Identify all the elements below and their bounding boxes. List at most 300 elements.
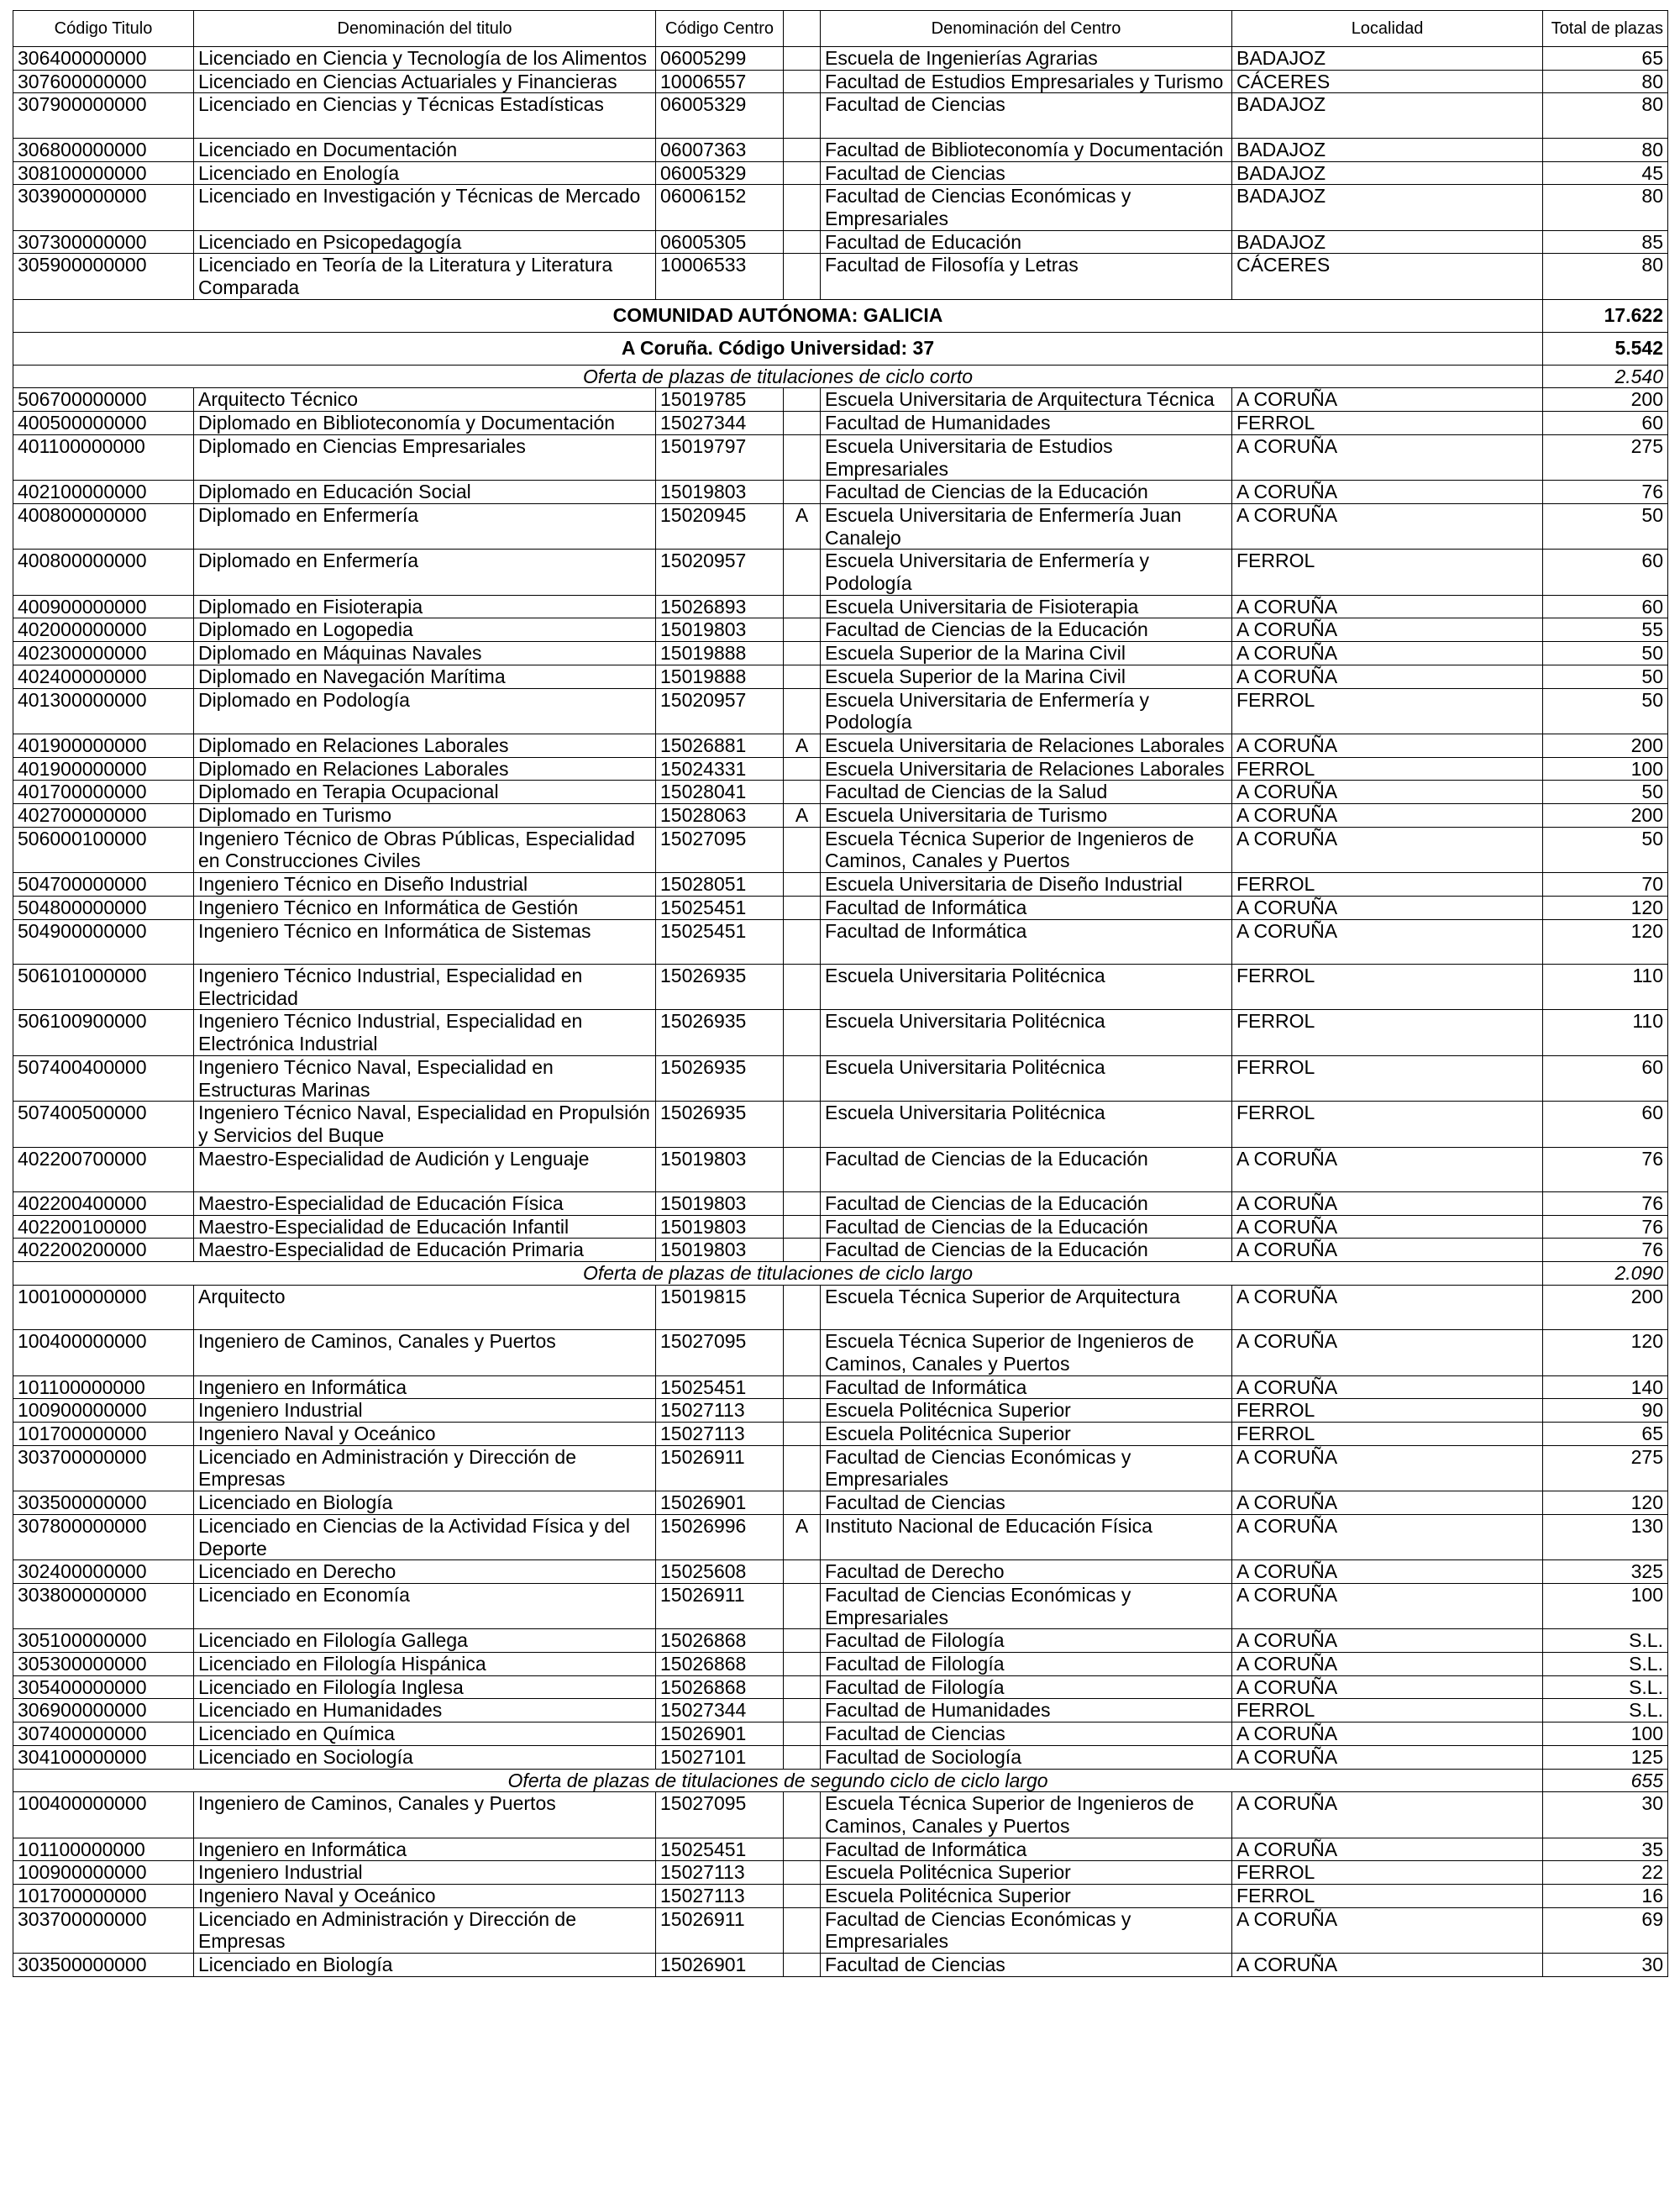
denominacion-centro-cell: Escuela Técnica Superior de Ingenieros de Caminos, Canales y Puertos <box>821 1330 1232 1375</box>
localidad-cell: A CORUÑA <box>1232 1560 1543 1584</box>
localidad-cell: A CORUÑA <box>1232 1745 1543 1769</box>
localidad-cell: A CORUÑA <box>1232 1653 1543 1676</box>
codigo-titulo-cell: 401700000000 <box>13 781 194 804</box>
localidad-cell: A CORUÑA <box>1232 1514 1543 1559</box>
flag-cell <box>784 1491 821 1515</box>
group-heading-label: COMUNIDAD AUTÓNOMA: GALICIA <box>13 299 1543 332</box>
codigo-centro-cell: 06005299 <box>656 47 784 71</box>
denominacion-titulo-cell: Ingeniero Técnico en Informática de Gestión <box>194 896 656 919</box>
flag-cell <box>784 1954 821 1977</box>
denominacion-centro-cell: Facultad de Filosofía y Letras <box>821 254 1232 299</box>
table-row <box>13 185 1668 230</box>
denominacion-titulo-cell: Ingeniero de Caminos, Canales y Puertos <box>194 1792 656 1838</box>
codigo-titulo-cell: 504800000000 <box>13 896 194 919</box>
localidad-cell: A CORUÑA <box>1232 1954 1543 1977</box>
codigo-titulo-cell: 100400000000 <box>13 1330 194 1375</box>
denominacion-titulo-cell: Licenciado en Ciencias y Técnicas Estadísticas <box>194 93 656 138</box>
codigo-titulo-cell: 100900000000 <box>13 1399 194 1423</box>
section-total: 655 <box>1543 1769 1668 1792</box>
codigo-titulo-cell: 402200100000 <box>13 1215 194 1239</box>
localidad-cell: FERROL <box>1232 550 1543 595</box>
codigo-centro-cell: 15019815 <box>656 1285 784 1329</box>
table-row <box>13 254 1668 299</box>
codigo-titulo-cell: 303900000000 <box>13 185 194 230</box>
header-flag <box>784 11 821 47</box>
localidad-cell: A CORUÑA <box>1232 618 1543 642</box>
localidad-cell: A CORUÑA <box>1232 1147 1543 1191</box>
denominacion-centro-cell: Escuela Universitaria de Enfermería Juan Canalejo <box>821 503 1232 549</box>
header-row <box>13 11 1668 47</box>
total-plazas-cell: 76 <box>1543 1147 1668 1191</box>
denominacion-centro-cell: Facultad de Ciencias de la Salud <box>821 781 1232 804</box>
total-plazas-cell: 45 <box>1543 161 1668 185</box>
codigo-titulo-cell: 303700000000 <box>13 1445 194 1491</box>
denominacion-titulo-cell: Licenciado en Derecho <box>194 1560 656 1584</box>
flag-cell <box>784 827 821 872</box>
flag-cell <box>784 1885 821 1908</box>
table-row <box>13 804 1668 828</box>
denominacion-centro-cell: Facultad de Ciencias <box>821 1954 1232 1977</box>
denominacion-centro-cell: Escuela Politécnica Superior <box>821 1861 1232 1885</box>
flag-cell <box>784 1792 821 1838</box>
table-row <box>13 642 1668 665</box>
codigo-titulo-cell: 306800000000 <box>13 138 194 161</box>
localidad-cell: FERROL <box>1232 1699 1543 1722</box>
codigo-titulo-cell: 506100900000 <box>13 1010 194 1055</box>
denominacion-titulo-cell: Diplomado en Enfermería <box>194 550 656 595</box>
codigo-titulo-cell: 402700000000 <box>13 804 194 828</box>
denominacion-titulo-cell: Licenciado en Investigación y Técnicas de Mercado <box>194 185 656 230</box>
localidad-cell: A CORUÑA <box>1232 595 1543 618</box>
localidad-cell: BADAJOZ <box>1232 230 1543 254</box>
total-plazas-cell: 50 <box>1543 642 1668 665</box>
denominacion-titulo-cell: Licenciado en Ciencias Actuariales y Financieras <box>194 70 656 93</box>
flag-cell <box>784 161 821 185</box>
denominacion-centro-cell: Escuela Universitaria Politécnica <box>821 1010 1232 1055</box>
total-plazas-cell: 65 <box>1543 47 1668 71</box>
denominacion-centro-cell: Escuela Universitaria de Enfermería y Podología <box>821 550 1232 595</box>
table-row <box>13 827 1668 872</box>
total-plazas-cell: 50 <box>1543 781 1668 804</box>
total-plazas-cell: 76 <box>1543 1215 1668 1239</box>
total-plazas-cell: 16 <box>1543 1885 1668 1908</box>
table-row <box>13 1792 1668 1838</box>
denominacion-centro-cell: Instituto Nacional de Educación Física <box>821 1514 1232 1559</box>
denominacion-titulo-cell: Ingeniero en Informática <box>194 1375 656 1399</box>
denominacion-centro-cell: Escuela Universitaria de Estudios Empresariales <box>821 434 1232 480</box>
denominacion-titulo-cell: Ingeniero Técnico Industrial, Especialidad en Electrónica Industrial <box>194 1010 656 1055</box>
localidad-cell: A CORUÑA <box>1232 1215 1543 1239</box>
section-label: Oferta de plazas de titulaciones de segundo ciclo de ciclo largo <box>13 1769 1543 1792</box>
denominacion-titulo-cell: Ingeniero Industrial <box>194 1399 656 1423</box>
flag-cell <box>784 47 821 71</box>
flag-cell <box>784 70 821 93</box>
flag-cell <box>784 665 821 688</box>
total-plazas-cell: 100 <box>1543 1583 1668 1628</box>
denominacion-titulo-cell: Ingeniero Naval y Oceánico <box>194 1885 656 1908</box>
denominacion-centro-cell: Facultad de Educación <box>821 230 1232 254</box>
localidad-cell: A CORUÑA <box>1232 1445 1543 1491</box>
total-plazas-cell: 200 <box>1543 388 1668 412</box>
denominacion-centro-cell: Facultad de Biblioteconomía y Documentación <box>821 138 1232 161</box>
codigo-centro-cell: 15026868 <box>656 1629 784 1653</box>
codigo-centro-cell: 15024331 <box>656 757 784 781</box>
flag-cell <box>784 1215 821 1239</box>
denominacion-titulo-cell: Ingeniero Industrial <box>194 1861 656 1885</box>
flag-cell <box>784 1375 821 1399</box>
codigo-titulo-cell: 307800000000 <box>13 1514 194 1559</box>
total-plazas-cell: 125 <box>1543 1745 1668 1769</box>
table-row <box>13 665 1668 688</box>
denominacion-centro-cell: Facultad de Estudios Empresariales y Turismo <box>821 70 1232 93</box>
codigo-centro-cell: 15028041 <box>656 781 784 804</box>
localidad-cell: FERROL <box>1232 1055 1543 1101</box>
flag-cell <box>784 1745 821 1769</box>
group-heading-row <box>13 299 1668 332</box>
denominacion-centro-cell: Facultad de Humanidades <box>821 1699 1232 1722</box>
localidad-cell: A CORUÑA <box>1232 781 1543 804</box>
denominacion-centro-cell: Escuela Superior de la Marina Civil <box>821 665 1232 688</box>
localidad-cell: A CORUÑA <box>1232 388 1543 412</box>
codigo-titulo-cell: 402200700000 <box>13 1147 194 1191</box>
denominacion-centro-cell: Escuela Técnica Superior de Ingenieros de Caminos, Canales y Puertos <box>821 827 1232 872</box>
localidad-cell: A CORUÑA <box>1232 1722 1543 1746</box>
denominacion-titulo-cell: Licenciado en Administración y Dirección de Empresas <box>194 1445 656 1491</box>
total-plazas-cell: S.L. <box>1543 1653 1668 1676</box>
codigo-centro-cell: 15019797 <box>656 434 784 480</box>
denominacion-centro-cell: Escuela Técnica Superior de Ingenieros de Caminos, Canales y Puertos <box>821 1792 1232 1838</box>
denominacion-centro-cell: Facultad de Ciencias <box>821 93 1232 138</box>
denominacion-titulo-cell: Ingeniero Técnico de Obras Públicas, Especialidad en Construcciones Civiles <box>194 827 656 872</box>
codigo-centro-cell: 06007363 <box>656 138 784 161</box>
total-plazas-cell: 60 <box>1543 595 1668 618</box>
codigo-titulo-cell: 401900000000 <box>13 734 194 757</box>
section-subtotal-row <box>13 1769 1668 1792</box>
denominacion-titulo-cell: Diplomado en Turismo <box>194 804 656 828</box>
denominacion-titulo-cell: Diplomado en Relaciones Laborales <box>194 757 656 781</box>
codigo-centro-cell: 15019803 <box>656 618 784 642</box>
denominacion-centro-cell: Facultad de Ciencias Económicas y Empresariales <box>821 185 1232 230</box>
localidad-cell: A CORUÑA <box>1232 919 1543 964</box>
flag-cell <box>784 1861 821 1885</box>
codigo-titulo-cell: 101100000000 <box>13 1838 194 1861</box>
codigo-titulo-cell: 101100000000 <box>13 1375 194 1399</box>
table-row <box>13 1514 1668 1559</box>
places-offer-document <box>13 10 1667 1977</box>
flag-cell <box>784 550 821 595</box>
denominacion-titulo-cell: Licenciado en Enología <box>194 161 656 185</box>
table-row <box>13 1907 1668 1953</box>
denominacion-titulo-cell: Maestro-Especialidad de Educación Física <box>194 1192 656 1216</box>
localidad-cell: A CORUÑA <box>1232 503 1543 549</box>
table-row <box>13 1861 1668 1885</box>
total-plazas-cell: 60 <box>1543 412 1668 435</box>
localidad-cell: A CORUÑA <box>1232 1192 1543 1216</box>
codigo-centro-cell: 15019803 <box>656 481 784 504</box>
codigo-titulo-cell: 101700000000 <box>13 1885 194 1908</box>
table-row <box>13 1285 1668 1329</box>
codigo-centro-cell: 15020945 <box>656 503 784 549</box>
table-row <box>13 757 1668 781</box>
table-row <box>13 1491 1668 1515</box>
total-plazas-cell: 90 <box>1543 1399 1668 1423</box>
codigo-centro-cell: 15019785 <box>656 388 784 412</box>
table-row <box>13 1653 1668 1676</box>
denominacion-centro-cell: Escuela Universitaria de Relaciones Laborales <box>821 757 1232 781</box>
localidad-cell: A CORUÑA <box>1232 1330 1543 1375</box>
denominacion-titulo-cell: Diplomado en Enfermería <box>194 503 656 549</box>
codigo-titulo-cell: 506000100000 <box>13 827 194 872</box>
codigo-titulo-cell: 506101000000 <box>13 964 194 1009</box>
codigo-titulo-cell: 303500000000 <box>13 1491 194 1515</box>
flag-cell <box>784 781 821 804</box>
codigo-centro-cell: 06005305 <box>656 230 784 254</box>
denominacion-centro-cell: Facultad de Ciencias <box>821 1722 1232 1746</box>
total-plazas-cell: 76 <box>1543 481 1668 504</box>
denominacion-centro-cell: Facultad de Ciencias Económicas y Empresariales <box>821 1907 1232 1953</box>
localidad-cell: A CORUÑA <box>1232 434 1543 480</box>
denominacion-titulo-cell: Ingeniero en Informática <box>194 1838 656 1861</box>
localidad-cell: A CORUÑA <box>1232 734 1543 757</box>
table-row <box>13 919 1668 964</box>
denominacion-centro-cell: Escuela Politécnica Superior <box>821 1399 1232 1423</box>
codigo-titulo-cell: 401900000000 <box>13 757 194 781</box>
localidad-cell: BADAJOZ <box>1232 138 1543 161</box>
codigo-titulo-cell: 401100000000 <box>13 434 194 480</box>
header-denominacion-titulo: Denominación del titulo <box>194 11 656 47</box>
flag-cell <box>784 1055 821 1101</box>
codigo-centro-cell: 15026911 <box>656 1445 784 1491</box>
total-plazas-cell: 80 <box>1543 93 1668 138</box>
denominacion-titulo-cell: Licenciado en Humanidades <box>194 1699 656 1722</box>
denominacion-titulo-cell: Maestro-Especialidad de Audición y Lenguaje <box>194 1147 656 1191</box>
denominacion-titulo-cell: Licenciado en Biología <box>194 1491 656 1515</box>
denominacion-titulo-cell: Diplomado en Terapia Ocupacional <box>194 781 656 804</box>
total-plazas-cell: 76 <box>1543 1239 1668 1262</box>
header-localidad: Localidad <box>1232 11 1543 47</box>
denominacion-centro-cell: Facultad de Ciencias <box>821 161 1232 185</box>
localidad-cell: BADAJOZ <box>1232 185 1543 230</box>
total-plazas-cell: 120 <box>1543 1491 1668 1515</box>
section-subtotal-row <box>13 365 1668 388</box>
codigo-centro-cell: 15025451 <box>656 1375 784 1399</box>
codigo-centro-cell: 15027095 <box>656 1330 784 1375</box>
section-label: Oferta de plazas de titulaciones de ciclo largo <box>13 1262 1543 1286</box>
codigo-titulo-cell: 101700000000 <box>13 1423 194 1446</box>
codigo-titulo-cell: 504700000000 <box>13 873 194 897</box>
denominacion-centro-cell: Escuela Universitaria Politécnica <box>821 964 1232 1009</box>
codigo-titulo-cell: 402000000000 <box>13 618 194 642</box>
flag-cell <box>784 412 821 435</box>
denominacion-centro-cell: Facultad de Ciencias de la Educación <box>821 1239 1232 1262</box>
denominacion-titulo-cell: Ingeniero Técnico Naval, Especialidad en Estructuras Marinas <box>194 1055 656 1101</box>
flag-cell <box>784 1445 821 1491</box>
total-plazas-cell: 76 <box>1543 1192 1668 1216</box>
table-row <box>13 1583 1668 1628</box>
localidad-cell: A CORUÑA <box>1232 804 1543 828</box>
codigo-titulo-cell: 302400000000 <box>13 1560 194 1584</box>
localidad-cell: FERROL <box>1232 1399 1543 1423</box>
codigo-titulo-cell: 303800000000 <box>13 1583 194 1628</box>
denominacion-titulo-cell: Licenciado en Filología Gallega <box>194 1629 656 1653</box>
total-plazas-cell: 100 <box>1543 757 1668 781</box>
header-codigo-centro: Código Centro <box>656 11 784 47</box>
codigo-titulo-cell: 307300000000 <box>13 230 194 254</box>
total-plazas-cell: 200 <box>1543 1285 1668 1329</box>
denominacion-titulo-cell: Diplomado en Navegación Marítima <box>194 665 656 688</box>
header-total-plazas: Total de plazas <box>1543 11 1668 47</box>
table-row <box>13 1699 1668 1722</box>
group-heading-total: 5.542 <box>1543 332 1668 365</box>
denominacion-centro-cell: Facultad de Humanidades <box>821 412 1232 435</box>
section-label: Oferta de plazas de titulaciones de ciclo corto <box>13 365 1543 388</box>
flag-cell <box>784 688 821 734</box>
flag-cell <box>784 434 821 480</box>
localidad-cell: A CORUÑA <box>1232 1239 1543 1262</box>
denominacion-titulo-cell: Arquitecto Técnico <box>194 388 656 412</box>
table-row <box>13 412 1668 435</box>
codigo-titulo-cell: 402200200000 <box>13 1239 194 1262</box>
localidad-cell: FERROL <box>1232 873 1543 897</box>
codigo-centro-cell: 15026893 <box>656 595 784 618</box>
localidad-cell: A CORUÑA <box>1232 896 1543 919</box>
table-row <box>13 964 1668 1009</box>
total-plazas-cell: 22 <box>1543 1861 1668 1885</box>
flag-cell <box>784 642 821 665</box>
total-plazas-cell: 85 <box>1543 230 1668 254</box>
denominacion-centro-cell: Facultad de Ciencias de la Educación <box>821 1215 1232 1239</box>
codigo-titulo-cell: 507400500000 <box>13 1102 194 1147</box>
codigo-titulo-cell: 402400000000 <box>13 665 194 688</box>
denominacion-centro-cell: Escuela de Ingenierías Agrarias <box>821 47 1232 71</box>
table-row <box>13 1629 1668 1653</box>
codigo-titulo-cell: 400900000000 <box>13 595 194 618</box>
codigo-titulo-cell: 402200400000 <box>13 1192 194 1216</box>
denominacion-titulo-cell: Ingeniero Técnico en Informática de Sistemas <box>194 919 656 964</box>
codigo-titulo-cell: 307600000000 <box>13 70 194 93</box>
denominacion-centro-cell: Escuela Universitaria de Turismo <box>821 804 1232 828</box>
codigo-titulo-cell: 303700000000 <box>13 1907 194 1953</box>
codigo-centro-cell: 15027113 <box>656 1399 784 1423</box>
total-plazas-cell: 200 <box>1543 804 1668 828</box>
table-row <box>13 896 1668 919</box>
codigo-centro-cell: 15027344 <box>656 412 784 435</box>
flag-cell: A <box>784 503 821 549</box>
codigo-titulo-cell: 402300000000 <box>13 642 194 665</box>
denominacion-titulo-cell: Licenciado en Filología Hispánica <box>194 1653 656 1676</box>
denominacion-centro-cell: Facultad de Derecho <box>821 1560 1232 1584</box>
denominacion-centro-cell: Escuela Politécnica Superior <box>821 1423 1232 1446</box>
flag-cell <box>784 1102 821 1147</box>
table-row <box>13 1010 1668 1055</box>
localidad-cell: FERROL <box>1232 1102 1543 1147</box>
flag-cell <box>784 1399 821 1423</box>
denominacion-titulo-cell: Licenciado en Teoría de la Literatura y Literatura Comparada <box>194 254 656 299</box>
table-row <box>13 1954 1668 1977</box>
codigo-centro-cell: 15027113 <box>656 1423 784 1446</box>
group-heading-label: A Coruña. Código Universidad: 37 <box>13 332 1543 365</box>
denominacion-titulo-cell: Licenciado en Ciencia y Tecnología de los Alimentos <box>194 47 656 71</box>
flag-cell <box>784 1907 821 1953</box>
codigo-titulo-cell: 305300000000 <box>13 1653 194 1676</box>
total-plazas-cell: 30 <box>1543 1954 1668 1977</box>
table-row <box>13 873 1668 897</box>
denominacion-centro-cell: Facultad de Informática <box>821 896 1232 919</box>
table-row <box>13 388 1668 412</box>
denominacion-titulo-cell: Ingeniero Técnico en Diseño Industrial <box>194 873 656 897</box>
localidad-cell: A CORUÑA <box>1232 1583 1543 1628</box>
denominacion-centro-cell: Facultad de Filología <box>821 1629 1232 1653</box>
codigo-titulo-cell: 402100000000 <box>13 481 194 504</box>
localidad-cell: A CORUÑA <box>1232 665 1543 688</box>
table-row <box>13 1102 1668 1147</box>
table-row <box>13 1445 1668 1491</box>
total-plazas-cell: 35 <box>1543 1838 1668 1861</box>
denominacion-titulo-cell: Licenciado en Psicopedagogía <box>194 230 656 254</box>
total-plazas-cell: 69 <box>1543 1907 1668 1953</box>
total-plazas-cell: 70 <box>1543 873 1668 897</box>
denominacion-centro-cell: Escuela Universitaria de Diseño Industrial <box>821 873 1232 897</box>
codigo-titulo-cell: 303500000000 <box>13 1954 194 1977</box>
codigo-titulo-cell: 305100000000 <box>13 1629 194 1653</box>
denominacion-centro-cell: Escuela Universitaria Politécnica <box>821 1102 1232 1147</box>
table-row <box>13 230 1668 254</box>
flag-cell <box>784 1239 821 1262</box>
table-row <box>13 481 1668 504</box>
denominacion-titulo-cell: Diplomado en Biblioteconomía y Documentación <box>194 412 656 435</box>
codigo-centro-cell: 15027344 <box>656 1699 784 1722</box>
codigo-titulo-cell: 305400000000 <box>13 1675 194 1699</box>
header-denominacion-centro: Denominación del Centro <box>821 11 1232 47</box>
table-row <box>13 1215 1668 1239</box>
flag-cell <box>784 254 821 299</box>
codigo-centro-cell: 15026935 <box>656 1055 784 1101</box>
total-plazas-cell: 80 <box>1543 254 1668 299</box>
codigo-centro-cell: 15026868 <box>656 1675 784 1699</box>
codigo-centro-cell: 06005329 <box>656 161 784 185</box>
flag-cell <box>784 618 821 642</box>
flag-cell <box>784 1583 821 1628</box>
localidad-cell: A CORUÑA <box>1232 642 1543 665</box>
total-plazas-cell: 60 <box>1543 1102 1668 1147</box>
codigo-titulo-cell: 306900000000 <box>13 1699 194 1722</box>
localidad-cell: FERROL <box>1232 1861 1543 1885</box>
table-row <box>13 1722 1668 1746</box>
denominacion-titulo-cell: Diplomado en Fisioterapia <box>194 595 656 618</box>
total-plazas-cell: 120 <box>1543 896 1668 919</box>
table-row <box>13 550 1668 595</box>
flag-cell <box>784 481 821 504</box>
localidad-cell: CÁCERES <box>1232 70 1543 93</box>
localidad-cell: FERROL <box>1232 1885 1543 1908</box>
total-plazas-cell: 275 <box>1543 434 1668 480</box>
codigo-titulo-cell: 307900000000 <box>13 93 194 138</box>
flag-cell <box>784 1192 821 1216</box>
codigo-centro-cell: 15027113 <box>656 1885 784 1908</box>
localidad-cell: A CORUÑA <box>1232 1838 1543 1861</box>
flag-cell <box>784 873 821 897</box>
flag-cell <box>784 1838 821 1861</box>
codigo-titulo-cell: 100900000000 <box>13 1861 194 1885</box>
flag-cell <box>784 230 821 254</box>
localidad-cell: A CORUÑA <box>1232 1375 1543 1399</box>
total-plazas-cell: 80 <box>1543 70 1668 93</box>
flag-cell <box>784 757 821 781</box>
flag-cell <box>784 964 821 1009</box>
denominacion-centro-cell: Escuela Politécnica Superior <box>821 1885 1232 1908</box>
table-row <box>13 1838 1668 1861</box>
codigo-centro-cell: 15026901 <box>656 1954 784 1977</box>
